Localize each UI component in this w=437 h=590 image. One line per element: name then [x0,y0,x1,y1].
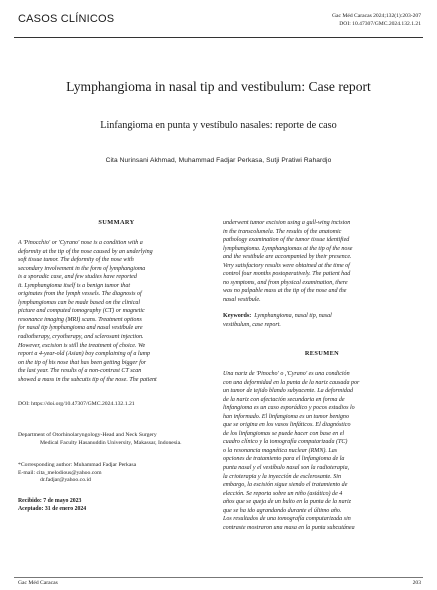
summary-continued [223,219,421,304]
text-line: Una nariz de 'Pinocho' o ,'Cyrano' es una condición [223,371,350,377]
text-line: report a 4-year-old (Asian) boy complaining of a lump [18,351,150,358]
text-line: de la nariz con afectación secundaria en forma de [223,396,345,403]
summary-heading: SUMMARY [98,219,135,226]
text-line: A 'Pinocchio' or 'Cyrano' nose is a condition with a [18,240,143,246]
text-line: embargo, la escisión sigue siendo el tratamiento de [223,482,348,489]
affiliation-line: Medical Faculty Hasanuddin University, Makassar, Indonesia. [40,439,182,446]
text-line: contraste mostraron una masa en la punta subcutánea [223,524,355,531]
text-line: in the transcolumela. The results of the anatomic [223,228,342,235]
text-line: lymphangioma. Lymphangiomas at the tip of the nose [223,245,353,252]
email-line[interactable]: E-mail: cita_melodious@yahoo.com [18,469,102,476]
text-line: han informado. El linfangioma es un tumor benigno [223,413,349,420]
text-line: años que se queja de un bulto en la punta de la nariz [223,499,351,506]
text-line: originates from the lymph vessels. The diagnosis of [18,291,142,298]
text-line: Los resultados de una tomografía computarizada sin [223,516,351,523]
journal-citation: Gac Méd Caracas 2024;132(1):203-207 [331,13,421,19]
text-line: on the tip of his nose that has been getting bigger for [18,359,147,366]
received-date: Recibido: 7 de mayo 2023 [18,498,82,504]
text-line: it. Lymphangioma itself is a benign tumor that [18,282,131,289]
resumen-text [223,370,421,532]
text-line: opciones de tratamiento para el linfangioma de la [223,456,345,463]
journal-reference [332,12,421,28]
doi-text[interactable]: DOI: https://doi.org/10.47307/GMC.2024.132.1.21 [18,401,135,407]
keywords-text: vestibulum, case report. [223,321,281,328]
text-line: is a sporadic case, and few studies have reported [18,274,137,281]
footer-journal: Gac Méd Caracas [18,580,58,586]
keywords [223,312,421,329]
affiliation-line: Department of Otorhinolaryngology-Head and Neck Surgery [18,432,157,438]
section-label: CASOS CLÍNICOS [18,13,115,25]
text-line: la crioterapia y la inyección de esclerosante. Sin [223,473,341,480]
doi-link[interactable] [18,401,215,409]
article-title: Lymphangioma in nasal tip and vestibulum: Case report [66,79,371,94]
text-line: elección. Se reporta sobre un niño (asiático) de 4 [223,490,343,497]
resumen-heading: RESUMEN [304,350,340,357]
text-line: que se ha ido agrandando durante el último año. [223,507,342,514]
text-line: con una deformidad en la punta de la nariz causada por [223,379,360,386]
text-line: punta nasal y el vestíbulo nasal son la radioterapia, [223,465,350,472]
text-line: pathology examination of the tumor tissue identified [223,237,350,244]
text-line: lymphangiomas can be made based on the clinical [18,299,141,306]
text-line: que se origina en los vasos linfáticos. El diagnóstico [223,422,351,429]
text-line: for nasal tip lymphangioma and nasal vestibule are [18,325,143,332]
text-line: o la resonancia magnética nuclear (RMN). Las [223,447,338,454]
text-line: soft tissue tumor. The deformity of the nose with [18,257,134,264]
text-line: picture and computed tomography (CT) or magnetic [18,308,145,315]
text-line: cuadro clínico y la tomografía computarizada (TC) [223,439,348,446]
journal-doi: DOI: 10.47307/GMC.2024.132.1.21 [339,21,421,27]
accepted-date: Aceptado: 31 de enero 2024 [18,506,87,512]
header-divider [14,37,423,38]
corresponding-author: *Corresponding author: Muhammad Fadjar Perkasa [18,462,137,468]
affiliation-block [18,432,215,447]
text-line: Very satisfactory results were obtained at the time of [223,262,350,269]
text-line: underwent tumor excision using a gull-wing incision [223,220,351,226]
author-list: Cita Nurinsani Akhmad, Muhammad Fadjar Perkasa, Sutji Pratiwi Rahardjo [105,157,332,164]
text-line: control four months postoperatively. The patient had [223,271,351,278]
text-line: However, excision is still the treatment of choice. We [18,342,146,349]
text-line: the last year. The results of a non-contrast CT scan [18,368,142,375]
text-line: secondary involvement in the form of lymphangioma [18,265,146,272]
keywords-label: Keywords: [223,313,252,319]
text-line: no symptoms, and from physical examination, there [223,279,348,286]
dates-block [18,497,215,513]
summary-text [18,239,215,384]
text-line: resonance imaging (MRI) scans. Treatment options [18,316,142,323]
text-line: linfangioma es un caso esporádico y pocos estudios lo [223,405,355,412]
email-line[interactable]: dr.fadjar@yahoo.co.id [40,477,91,484]
page-number: 203 [412,580,421,586]
text-line: un tumor de tejido blando subyacente. La deformidad [223,388,353,395]
text-line: deformity at the tip of the nose caused by an underlying [18,248,153,255]
text-line: nasal vestibule. [223,296,261,303]
keywords-text: Lymphangioma, nasal tip, nasal [254,313,332,319]
correspondence-block [18,462,215,485]
text-line: was no palpable mass at the tip of the nose and the [223,288,347,295]
text-line: and the vestibule are accompanied by their presence. [223,254,352,261]
text-line: radiotherapy, cryotherapy, and sclerosant injection. [18,334,144,341]
text-line: showed a mass in the subcutis tip of the nose. The patient [18,376,157,383]
footer-divider [14,577,423,578]
article-subtitle: Linfangioma en punta y vestíbulo nasales: reporte de caso [100,120,337,131]
text-line: de los linfangiomas se puede hacer con base en el [223,430,345,437]
